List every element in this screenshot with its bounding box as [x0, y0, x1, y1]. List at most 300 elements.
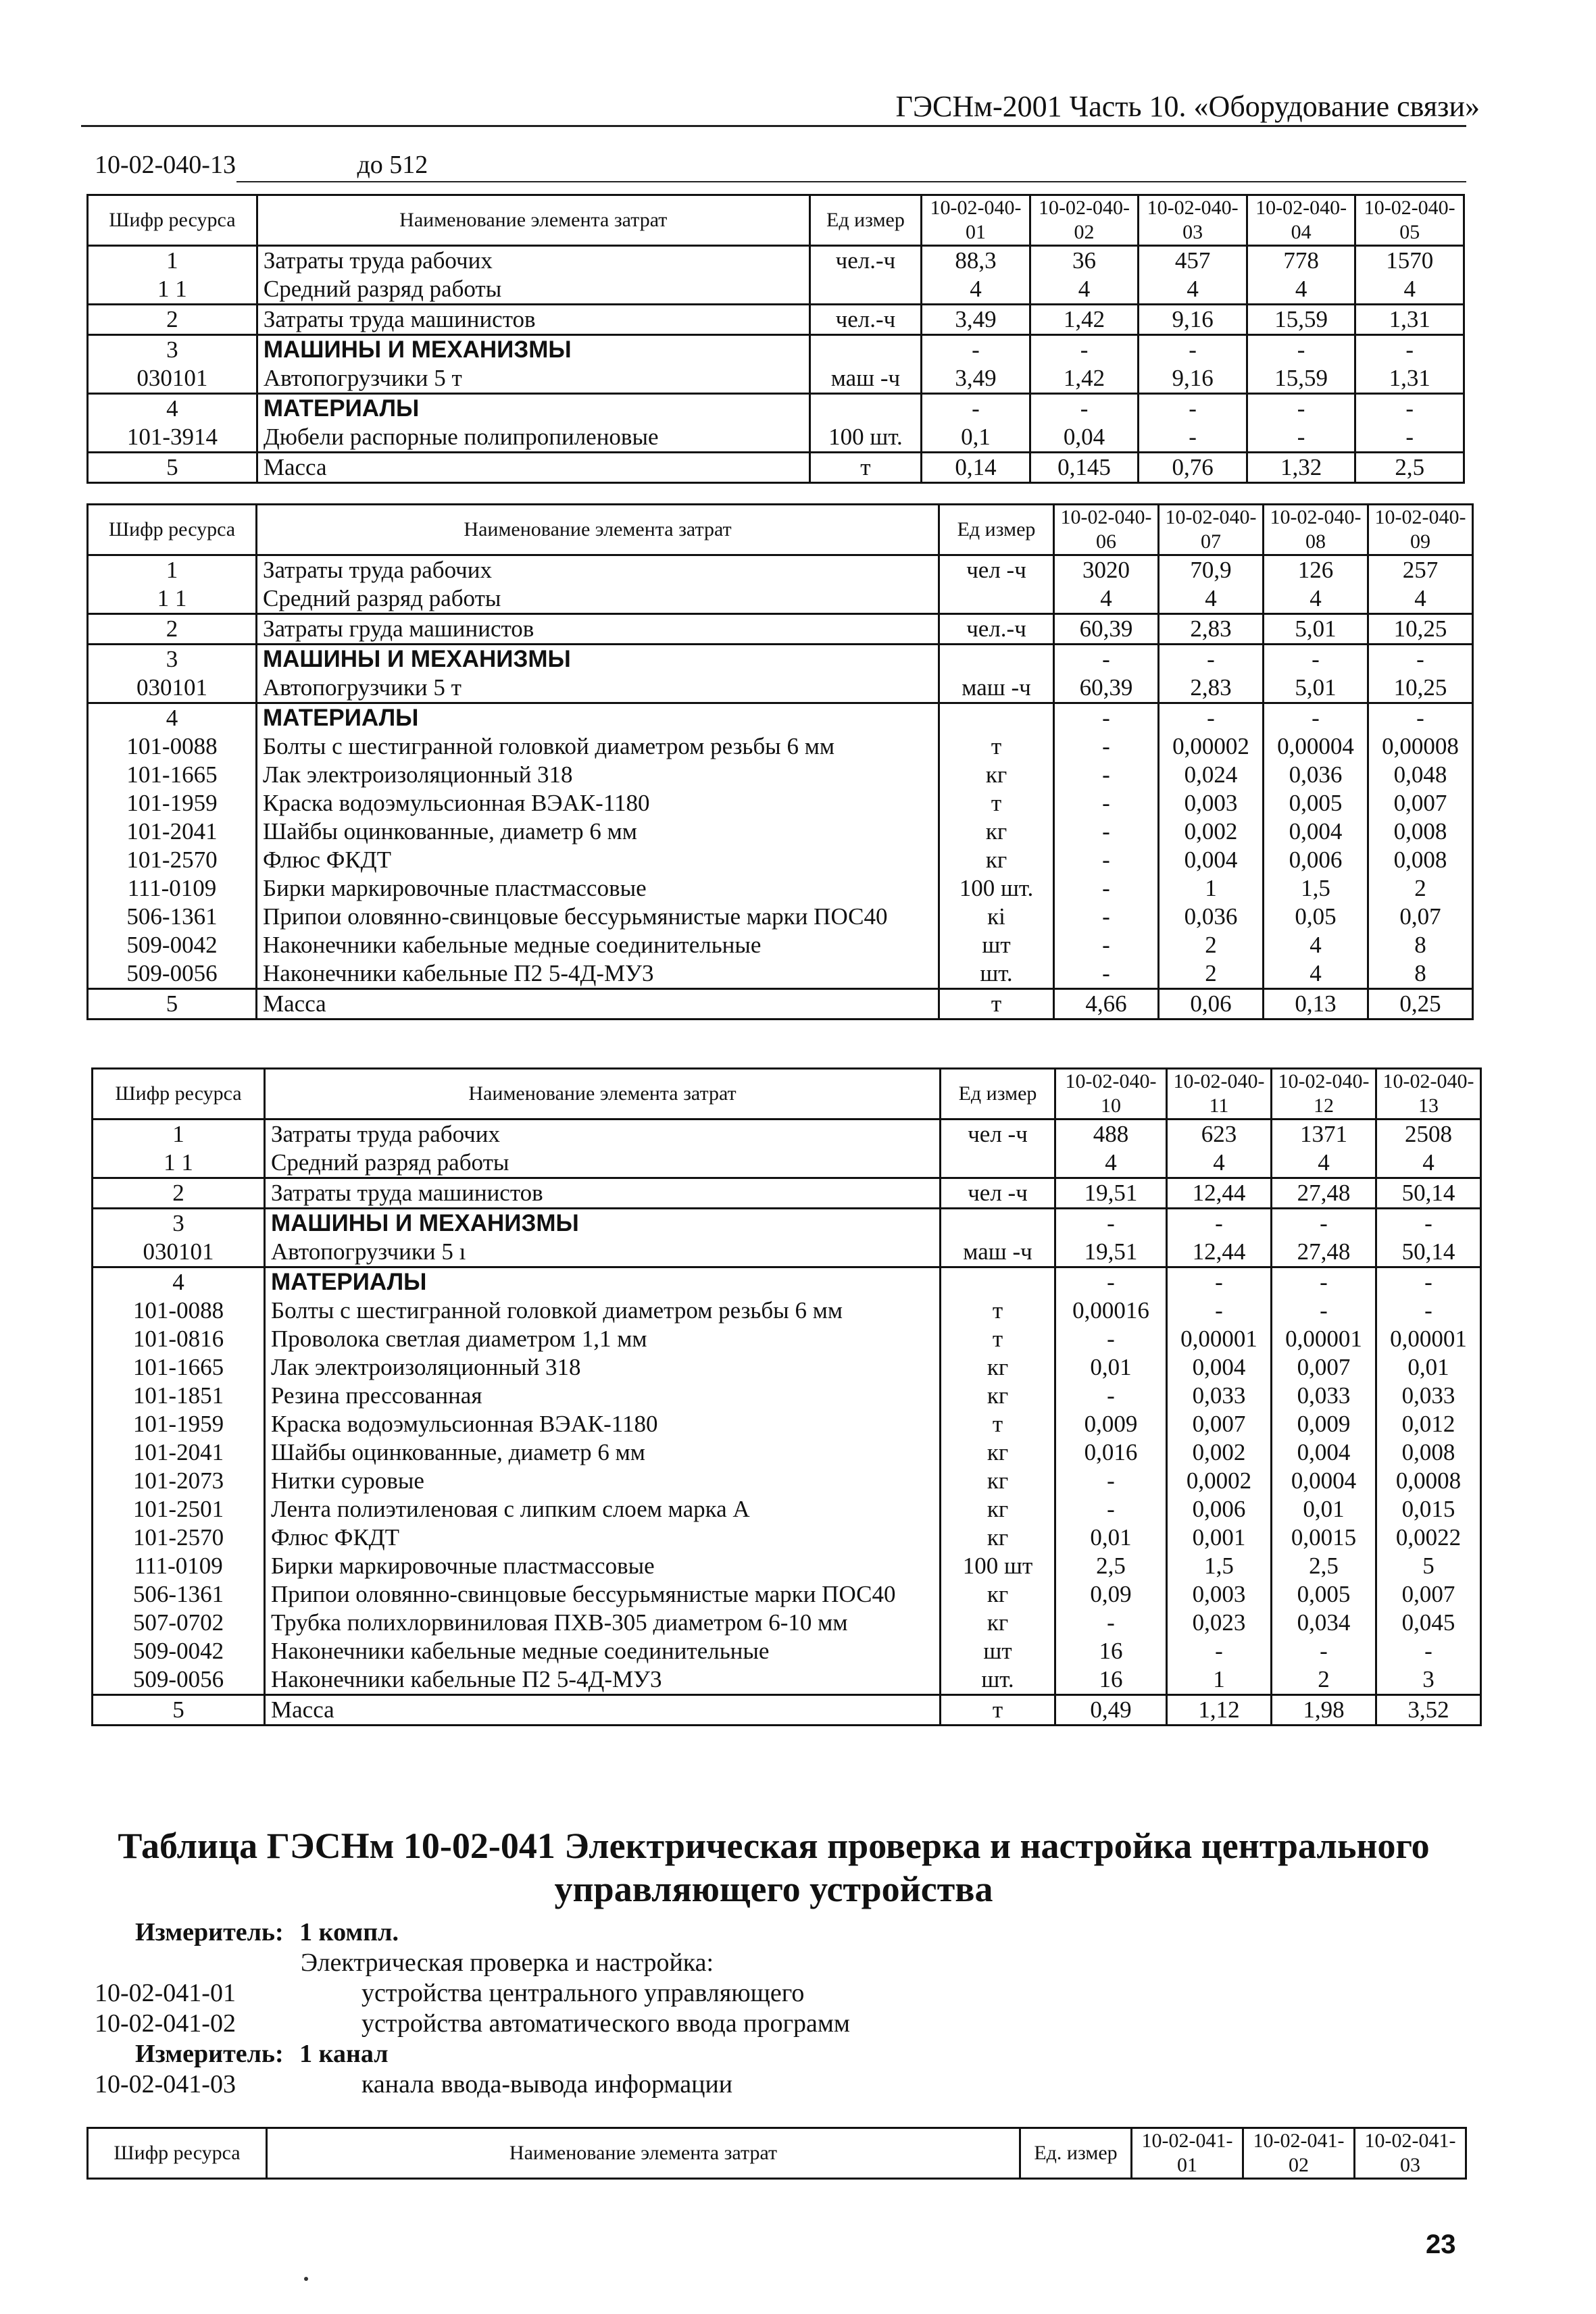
cell-code: 4	[88, 703, 257, 733]
table-header-row	[88, 195, 1464, 246]
cell-value: 2	[1159, 931, 1264, 959]
cell-value: 0,04	[1030, 423, 1139, 453]
cell-unit: кг	[939, 818, 1054, 846]
table-row	[93, 1552, 1481, 1580]
cell-value: 8	[1368, 959, 1473, 989]
cell-value: 4	[1264, 584, 1368, 614]
cell-code: 506-1361	[88, 903, 257, 931]
cell-value: 1,32	[1247, 453, 1355, 483]
cell-value: 2,5	[1355, 453, 1464, 483]
table-row	[88, 674, 1473, 703]
cell-unit: 100 шт.	[939, 874, 1054, 903]
table-row	[93, 1580, 1481, 1609]
cell-value: 4	[1355, 275, 1464, 305]
cell-unit: кг	[939, 846, 1054, 874]
cell-value: 0,024	[1159, 761, 1264, 789]
cell-value: 2,5	[1272, 1552, 1376, 1580]
cell-value: 2,5	[1055, 1552, 1167, 1580]
meter-label: Измеритель:	[135, 2040, 284, 2068]
cell-unit: кг	[941, 1524, 1055, 1552]
cell-value: -	[1054, 732, 1159, 761]
table-row	[88, 555, 1473, 585]
cell-value: 70,9	[1159, 555, 1264, 585]
cell-value: 12,44	[1167, 1178, 1272, 1209]
cell-value: -	[1054, 761, 1159, 789]
cell-unit	[939, 703, 1054, 733]
cell-value: 60,39	[1054, 614, 1159, 645]
table-row	[88, 818, 1473, 846]
cell-name: Лента полиэтиленовая с липким слоем марка А	[265, 1495, 941, 1524]
cell-value: -	[1159, 703, 1264, 733]
cell-value: 15,59	[1247, 305, 1355, 335]
header-col: 10-02-040-01	[922, 195, 1030, 246]
cell-code: 509-0056	[88, 959, 257, 989]
cell-unit	[939, 645, 1054, 674]
cell-unit: шт	[941, 1637, 1055, 1665]
cell-value: -	[922, 394, 1030, 424]
table-row	[88, 584, 1473, 614]
cell-value: 1371	[1272, 1120, 1376, 1149]
cell-value: -	[1272, 1637, 1376, 1665]
cell-value: 0,006	[1264, 846, 1368, 874]
cell-value: 4	[1159, 584, 1264, 614]
item-code-3: 10-02-041-03	[95, 2070, 236, 2098]
cell-value: 88,3	[922, 246, 1030, 276]
cell-value: 457	[1139, 246, 1247, 276]
cell-name: Масса	[265, 1695, 941, 1726]
cell-code: 030101	[88, 364, 257, 394]
cell-name: Масса	[257, 989, 939, 1020]
cell-code: 506-1361	[93, 1580, 265, 1609]
cell-value: 16	[1055, 1665, 1167, 1695]
cell-code: 3	[88, 645, 257, 674]
cell-value: 623	[1167, 1120, 1272, 1149]
cell-name: Нитки суровые	[265, 1467, 941, 1495]
cell-name: Дюбели распорные полипропиленовые	[257, 423, 809, 453]
table-row	[93, 1120, 1481, 1149]
cell-name: Затраты труда машинистов	[265, 1178, 941, 1209]
cell-unit: чел -ч	[941, 1178, 1055, 1209]
resource-table-2	[86, 503, 1474, 1020]
cell-value: -	[1167, 1637, 1272, 1665]
cell-name: МАТЕРИАЛЫ	[257, 394, 809, 424]
header-col: 10-02-040-04	[1247, 195, 1355, 246]
table-header-row	[93, 1069, 1481, 1120]
cell-value: -	[1264, 703, 1368, 733]
cell-name: Болты с шестигранной головкой диаметром резьбы 6 мм	[257, 732, 939, 761]
cell-value: -	[1055, 1382, 1167, 1410]
cell-value: -	[1054, 703, 1159, 733]
cell-unit: чел.-ч	[809, 305, 922, 335]
cell-code: 101-2073	[93, 1467, 265, 1495]
cell-value: 3,49	[922, 364, 1030, 394]
cell-value: 27,48	[1272, 1178, 1376, 1209]
cell-unit: шт.	[939, 959, 1054, 989]
cell-value: -	[1054, 874, 1159, 903]
cell-code: 101-1959	[88, 789, 257, 818]
table-row	[88, 275, 1464, 305]
table-row	[93, 1178, 1481, 1209]
cell-unit	[941, 1209, 1055, 1238]
cell-value: 2	[1368, 874, 1473, 903]
cell-code: 1 1	[88, 275, 257, 305]
cell-value: 0,00004	[1264, 732, 1368, 761]
cell-name: Средний разряд работы	[257, 275, 809, 305]
cell-code: 101-2501	[93, 1495, 265, 1524]
cell-value: 4	[1264, 959, 1368, 989]
cell-value: -	[1247, 335, 1355, 365]
cell-name: Болты с шестигранной головкой диаметром резьбы 6 мм	[265, 1297, 941, 1325]
cell-unit: чел.-ч	[939, 614, 1054, 645]
item-text-2: устройства автоматического ввода программ	[361, 2009, 850, 2038]
cell-value: 4	[1264, 931, 1368, 959]
cell-value: -	[1054, 789, 1159, 818]
cell-code: 101-2570	[88, 846, 257, 874]
cell-unit: кг	[941, 1495, 1055, 1524]
cell-unit: шт	[939, 931, 1054, 959]
header-col: 10-02-041-01	[1132, 2128, 1243, 2179]
running-header: ГЭСНм-2001 Часть 10. «Оборудование связи»	[895, 90, 1480, 123]
header-col: 10-02-040-10	[1055, 1069, 1167, 1120]
cell-value: 0,00016	[1055, 1297, 1167, 1325]
cell-value: 0,048	[1368, 761, 1473, 789]
cell-name: Затраты труда рабочих	[265, 1120, 941, 1149]
cell-value: 0,008	[1376, 1438, 1481, 1467]
cell-code: 2	[93, 1178, 265, 1209]
cell-value: 9,16	[1139, 364, 1247, 394]
cell-value: -	[1355, 423, 1464, 453]
cell-value: 0,006	[1167, 1495, 1272, 1524]
cell-code: 5	[93, 1695, 265, 1726]
cell-value: 0,004	[1272, 1438, 1376, 1467]
cell-value: 257	[1368, 555, 1473, 585]
cell-value: 3020	[1054, 555, 1159, 585]
cell-value: -	[1272, 1209, 1376, 1238]
cell-value: 1	[1167, 1665, 1272, 1695]
cell-value: 4	[1247, 275, 1355, 305]
cell-value: 27,48	[1272, 1238, 1376, 1267]
header-col: 10-02-040-06	[1054, 505, 1159, 555]
table-row	[93, 1382, 1481, 1410]
cell-name: Резина прессованная	[265, 1382, 941, 1410]
cell-name: Лак электроизоляционный 318	[265, 1353, 941, 1382]
cell-code: 3	[93, 1209, 265, 1238]
cell-value: 0,005	[1264, 789, 1368, 818]
cell-code: 3	[88, 335, 257, 365]
cell-unit: кг	[939, 761, 1054, 789]
table-row	[93, 1609, 1481, 1637]
cell-value: 0,034	[1272, 1609, 1376, 1637]
cell-value: 0,145	[1030, 453, 1139, 483]
cell-value: -	[1355, 335, 1464, 365]
cell-code: 101-2570	[93, 1524, 265, 1552]
cell-value: 0,14	[922, 453, 1030, 483]
cell-value: 778	[1247, 246, 1355, 276]
cell-value: 0,007	[1272, 1353, 1376, 1382]
cell-value: 1,31	[1355, 364, 1464, 394]
table-row	[93, 1238, 1481, 1267]
header-unit: Ед измер	[941, 1069, 1055, 1120]
table-row	[88, 874, 1473, 903]
cell-value: 1,5	[1167, 1552, 1272, 1580]
scan-speck	[304, 2277, 308, 2281]
cell-value: -	[1139, 394, 1247, 424]
cell-code: 2	[88, 614, 257, 645]
cell-value: 0,01	[1272, 1495, 1376, 1524]
cell-value: 0,045	[1376, 1609, 1481, 1637]
cell-name: Проволока светлая диаметром 1,1 мм	[265, 1325, 941, 1353]
cell-value: -	[1055, 1209, 1167, 1238]
cell-value: 0,002	[1159, 818, 1264, 846]
intro-text: Электрическая проверка и настройка:	[301, 1948, 714, 1977]
cell-value: 0,07	[1368, 903, 1473, 931]
cell-value: 5,01	[1264, 674, 1368, 703]
cell-unit: т	[941, 1410, 1055, 1438]
cell-value: 0,033	[1272, 1382, 1376, 1410]
cell-value: 0,0002	[1167, 1467, 1272, 1495]
cell-unit: т	[941, 1325, 1055, 1353]
cell-unit	[939, 584, 1054, 614]
table-row	[93, 1297, 1481, 1325]
cell-unit	[941, 1267, 1055, 1297]
cell-value: -	[1272, 1297, 1376, 1325]
cell-code: 5	[88, 989, 257, 1020]
table-row	[88, 732, 1473, 761]
cell-code: 509-0042	[93, 1637, 265, 1665]
header-col: 10-02-040-13	[1376, 1069, 1481, 1120]
cell-name: Наконечники кабельные П2 5-4Д-МУ3	[265, 1665, 941, 1695]
cell-value: 0,76	[1139, 453, 1247, 483]
cell-value: 4	[1167, 1149, 1272, 1178]
cell-value: 9,16	[1139, 305, 1247, 335]
cell-value: 10,25	[1368, 674, 1473, 703]
cell-value: 0,033	[1167, 1382, 1272, 1410]
cell-value: -	[1055, 1325, 1167, 1353]
table-row	[88, 453, 1464, 483]
code-range-to: до 512	[357, 151, 428, 179]
cell-value: 0,007	[1368, 789, 1473, 818]
cell-unit: кг	[941, 1438, 1055, 1467]
cell-value: 2	[1272, 1665, 1376, 1695]
cell-unit: чел -ч	[939, 555, 1054, 585]
cell-value: 0,001	[1167, 1524, 1272, 1552]
table-row	[93, 1467, 1481, 1495]
cell-unit: кг	[941, 1467, 1055, 1495]
cell-value: 0,49	[1055, 1695, 1167, 1726]
cell-value: 3,52	[1376, 1695, 1481, 1726]
meter-line-2	[135, 2037, 389, 2071]
header-col: 10-02-040-05	[1355, 195, 1464, 246]
cell-code: 101-1959	[93, 1410, 265, 1438]
cell-code: 111-0109	[88, 874, 257, 903]
cell-value: -	[1376, 1209, 1481, 1238]
header-unit: Ед измер	[809, 195, 922, 246]
cell-unit: 100 шт.	[809, 423, 922, 453]
header-col: 10-02-040-09	[1368, 505, 1473, 555]
cell-value: -	[922, 335, 1030, 365]
cell-value: 0,023	[1167, 1609, 1272, 1637]
cell-name: Флюс ФКДТ	[265, 1524, 941, 1552]
cell-unit	[809, 394, 922, 424]
cell-value: 1,42	[1030, 364, 1139, 394]
header-unit: Ед. измер	[1020, 2128, 1132, 2179]
table-row	[93, 1637, 1481, 1665]
cell-unit: т	[939, 789, 1054, 818]
cell-code: 101-0088	[93, 1297, 265, 1325]
table-row	[88, 903, 1473, 931]
cell-unit: маш -ч	[809, 364, 922, 394]
table-row	[93, 1353, 1481, 1382]
cell-name: Бирки маркировочные пластмассовые	[265, 1552, 941, 1580]
table-row	[88, 645, 1473, 674]
cell-unit: кг	[941, 1353, 1055, 1382]
item-code-1: 10-02-041-01	[95, 1979, 236, 2007]
cell-value: -	[1054, 959, 1159, 989]
cell-name: Автопогрузчики 5 т	[257, 364, 809, 394]
cell-code: 4	[88, 394, 257, 424]
header-col: 10-02-041-03	[1355, 2128, 1466, 2179]
cell-name: Средний разряд работы	[265, 1149, 941, 1178]
cell-value: 0,003	[1159, 789, 1264, 818]
cell-unit: 100 шт	[941, 1552, 1055, 1580]
cell-value: 0,05	[1264, 903, 1368, 931]
cell-value: -	[1167, 1297, 1272, 1325]
header-code: Шифр ресурса	[88, 195, 257, 246]
header-col: 10-02-041-02	[1243, 2128, 1355, 2179]
header-col: 10-02-040-03	[1139, 195, 1247, 246]
cell-value: 2508	[1376, 1120, 1481, 1149]
cell-code: 101-2041	[88, 818, 257, 846]
cell-value: 488	[1055, 1120, 1167, 1149]
cell-value: 0,01	[1055, 1353, 1167, 1382]
resource-table-4	[86, 2127, 1467, 2180]
cell-value: -	[1055, 1267, 1167, 1297]
cell-name: Наконечники кабельные медные соединительные	[257, 931, 939, 959]
cell-code: 101-1851	[93, 1382, 265, 1410]
cell-unit: кі	[939, 903, 1054, 931]
cell-value: 0,1	[922, 423, 1030, 453]
cell-name: Флюс ФКДТ	[257, 846, 939, 874]
table-row	[88, 703, 1473, 733]
meter-value: 1 компл.	[299, 1918, 399, 1946]
cell-unit: кг	[941, 1609, 1055, 1637]
cell-value: 0,004	[1159, 846, 1264, 874]
cell-unit: шт.	[941, 1665, 1055, 1695]
cell-unit: т	[939, 989, 1054, 1020]
cell-value: 19,51	[1055, 1178, 1167, 1209]
cell-code: 101-1665	[93, 1353, 265, 1382]
cell-name: Припои оловянно-свинцовые бессурьмянистые марки ПОС40	[257, 903, 939, 931]
cell-unit	[941, 1149, 1055, 1178]
cell-value: 50,14	[1376, 1238, 1481, 1267]
cell-name: Трубка полихлорвиниловая ПХВ-305 диаметром 6-10 мм	[265, 1609, 941, 1637]
cell-value: -	[1054, 931, 1159, 959]
cell-code: 030101	[93, 1238, 265, 1267]
cell-value: 0,00001	[1376, 1325, 1481, 1353]
cell-value: 1,12	[1167, 1695, 1272, 1726]
cell-name: Затраты труда рабочих	[257, 246, 809, 276]
cell-code: 509-0042	[88, 931, 257, 959]
cell-name: МАТЕРИАЛЫ	[257, 703, 939, 733]
header-code: Шифр ресурса	[93, 1069, 265, 1120]
cell-value: 12,44	[1167, 1238, 1272, 1267]
cell-value: 4	[1030, 275, 1139, 305]
table-row	[93, 1267, 1481, 1297]
cell-value: 3,49	[922, 305, 1030, 335]
cell-name: Бирки маркировочные пластмассовые	[257, 874, 939, 903]
cell-code: 1	[93, 1120, 265, 1149]
cell-code: 111-0109	[93, 1552, 265, 1580]
cell-value: 2	[1159, 959, 1264, 989]
cell-value: 10,25	[1368, 614, 1473, 645]
cell-value: 8	[1368, 931, 1473, 959]
cell-value: -	[1159, 645, 1264, 674]
cell-name: МАТЕРИАЛЫ	[265, 1267, 941, 1297]
cell-value: 60,39	[1054, 674, 1159, 703]
table-row	[88, 789, 1473, 818]
cell-value: 4	[1139, 275, 1247, 305]
cell-value: -	[1030, 394, 1139, 424]
cell-name: Автопогрузчики 5 т	[257, 674, 939, 703]
cell-name: МАШИНЫ И МЕХАНИЗМЫ	[257, 335, 809, 365]
header-col: 10-02-040-02	[1030, 195, 1139, 246]
cell-value: -	[1376, 1297, 1481, 1325]
cell-value: 1570	[1355, 246, 1464, 276]
header-code: Шифр ресурса	[88, 505, 257, 555]
cell-name: Наконечники кабельные медные соединительные	[265, 1637, 941, 1665]
cell-value: -	[1368, 645, 1473, 674]
cell-value: 5,01	[1264, 614, 1368, 645]
cell-name: Средний разряд работы	[257, 584, 939, 614]
cell-code: 101-0088	[88, 732, 257, 761]
cell-name: Лак электроизоляционный 318	[257, 761, 939, 789]
cell-value: 0,007	[1167, 1410, 1272, 1438]
cell-value: 36	[1030, 246, 1139, 276]
cell-value: 0,06	[1159, 989, 1264, 1020]
table-row	[93, 1695, 1481, 1726]
table-row	[93, 1495, 1481, 1524]
cell-unit	[809, 335, 922, 365]
code-range-code: 10-02-040-13	[95, 151, 236, 179]
table-row	[93, 1149, 1481, 1178]
cell-value: -	[1054, 818, 1159, 846]
resource-table-1	[86, 194, 1465, 484]
cell-value: -	[1167, 1267, 1272, 1297]
table-row	[93, 1665, 1481, 1695]
cell-unit: чел -ч	[941, 1120, 1055, 1149]
table-row	[88, 423, 1464, 453]
table-row	[88, 614, 1473, 645]
meter-label: Измеритель:	[135, 1918, 284, 1946]
cell-value: 19,51	[1055, 1238, 1167, 1267]
cell-value: 0,00001	[1167, 1325, 1272, 1353]
cell-value: 4	[1376, 1149, 1481, 1178]
table-row	[88, 931, 1473, 959]
meter-value: 1 канал	[299, 2040, 389, 2068]
cell-value: -	[1247, 394, 1355, 424]
table-row	[88, 246, 1464, 276]
item-text-1: устройства центрального управляющего	[361, 1979, 805, 2007]
table-row	[93, 1209, 1481, 1238]
cell-value: 0,009	[1055, 1410, 1167, 1438]
cell-unit: чел.-ч	[809, 246, 922, 276]
cell-unit: т	[941, 1297, 1055, 1325]
cell-code: 1	[88, 555, 257, 585]
cell-value: 0,036	[1159, 903, 1264, 931]
cell-value: 2,83	[1159, 614, 1264, 645]
cell-code: 101-1665	[88, 761, 257, 789]
cell-value: -	[1055, 1467, 1167, 1495]
